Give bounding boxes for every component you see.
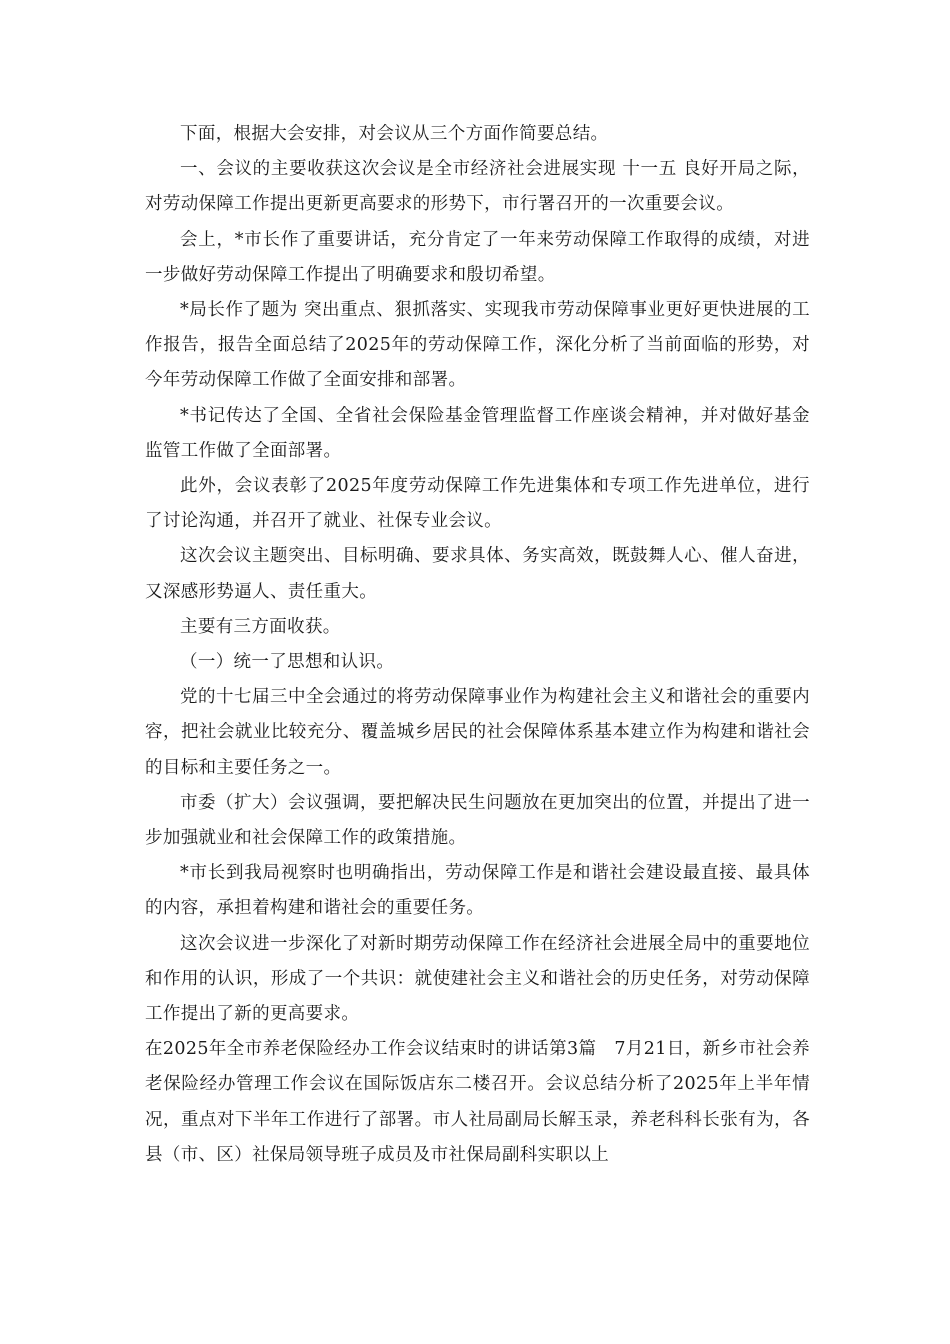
- paragraph-three-gains: 主要有三方面收获。: [180, 616, 341, 637]
- paragraph-theme: 这次会议主题突出、目标明确、要求具体、务实高效，既鼓舞人心、催人奋进，又深感形势逼人、责任重大。: [145, 546, 810, 602]
- paragraph-article-three: 在2025年全市养老保险经办工作会议结束时的讲话第3篇 7月21日，新乡市社会养老保险经办管理工作会议在国际饭店东二楼召开。会议总结分析了2025年上半年情况，重点对下半年工作进行了部署。市人社局副局长解玉录，养老科科长张有为，各县（市、区）社保局领导班子成员及市社保局副科实职以上: [145, 1039, 810, 1165]
- paragraph-subheading-one: （一）统一了思想和认识。: [180, 652, 395, 673]
- paragraph-party-plenum: 党的十七届三中全会通过的将劳动保障事业作为构建社会主义和谐社会的重要内容，把社会就业比较充分、覆盖城乡居民的社会保障体系基本建立作为构建和谐社会的目标和主要任务之一。: [145, 687, 810, 778]
- paragraph-secretary: *书记传达了全国、全省社会保险基金管理监督工作座谈会精神，并对做好基金监管工作做了全面部署。: [145, 405, 810, 461]
- paragraph-section-one: 一、会议的主要收获这次会议是全市经济社会进展实现 十一五 良好开局之际，对劳动保障工作提出更新更高要求的形势下，市行署召开的一次重要会议。: [145, 159, 810, 215]
- paragraph-commendation: 此外，会议表彰了2025年度劳动保障工作先进集体和专项工作先进单位，进行了讨论沟通，并召开了就业、社保专业会议。: [145, 476, 810, 532]
- document-body: [145, 117, 810, 1173]
- paragraph-mayor-speech: 会上，*市长作了重要讲话，充分肯定了一年来劳动保障工作取得的成绩，对进一步做好劳动保障工作提出了明确要求和殷切希望。: [145, 229, 810, 285]
- paragraph-consensus: 这次会议进一步深化了对新时期劳动保障工作在经济社会进展全局中的重要地位和作用的认识，形成了一个共识：就使建社会主义和谐社会的历史任务，对劳动保障工作提出了新的更高要求。: [145, 933, 810, 1025]
- paragraph-mayor-visit: *市长到我局视察时也明确指出，劳动保障工作是和谐社会建设最直接、最具体的内容，承担着构建和谐社会的重要任务。: [145, 863, 810, 919]
- paragraph-director-report: *局长作了题为 突出重点、狠抓落实、实现我市劳动保障事业更好更快进展的工作报告，报告全面总结了2025年的劳动保障工作，深化分析了当前面临的形势，对今年劳动保障工作做了全面安排和部署。: [145, 300, 810, 391]
- paragraph-municipal-committee: 市委（扩大）会议强调，要把解决民生问题放在更加突出的位置，并提出了进一步加强就业和社会保障工作的政策措施。: [145, 792, 810, 849]
- paragraph-intro: 下面，根据大会安排，对会议从三个方面作简要总结。: [180, 124, 609, 144]
